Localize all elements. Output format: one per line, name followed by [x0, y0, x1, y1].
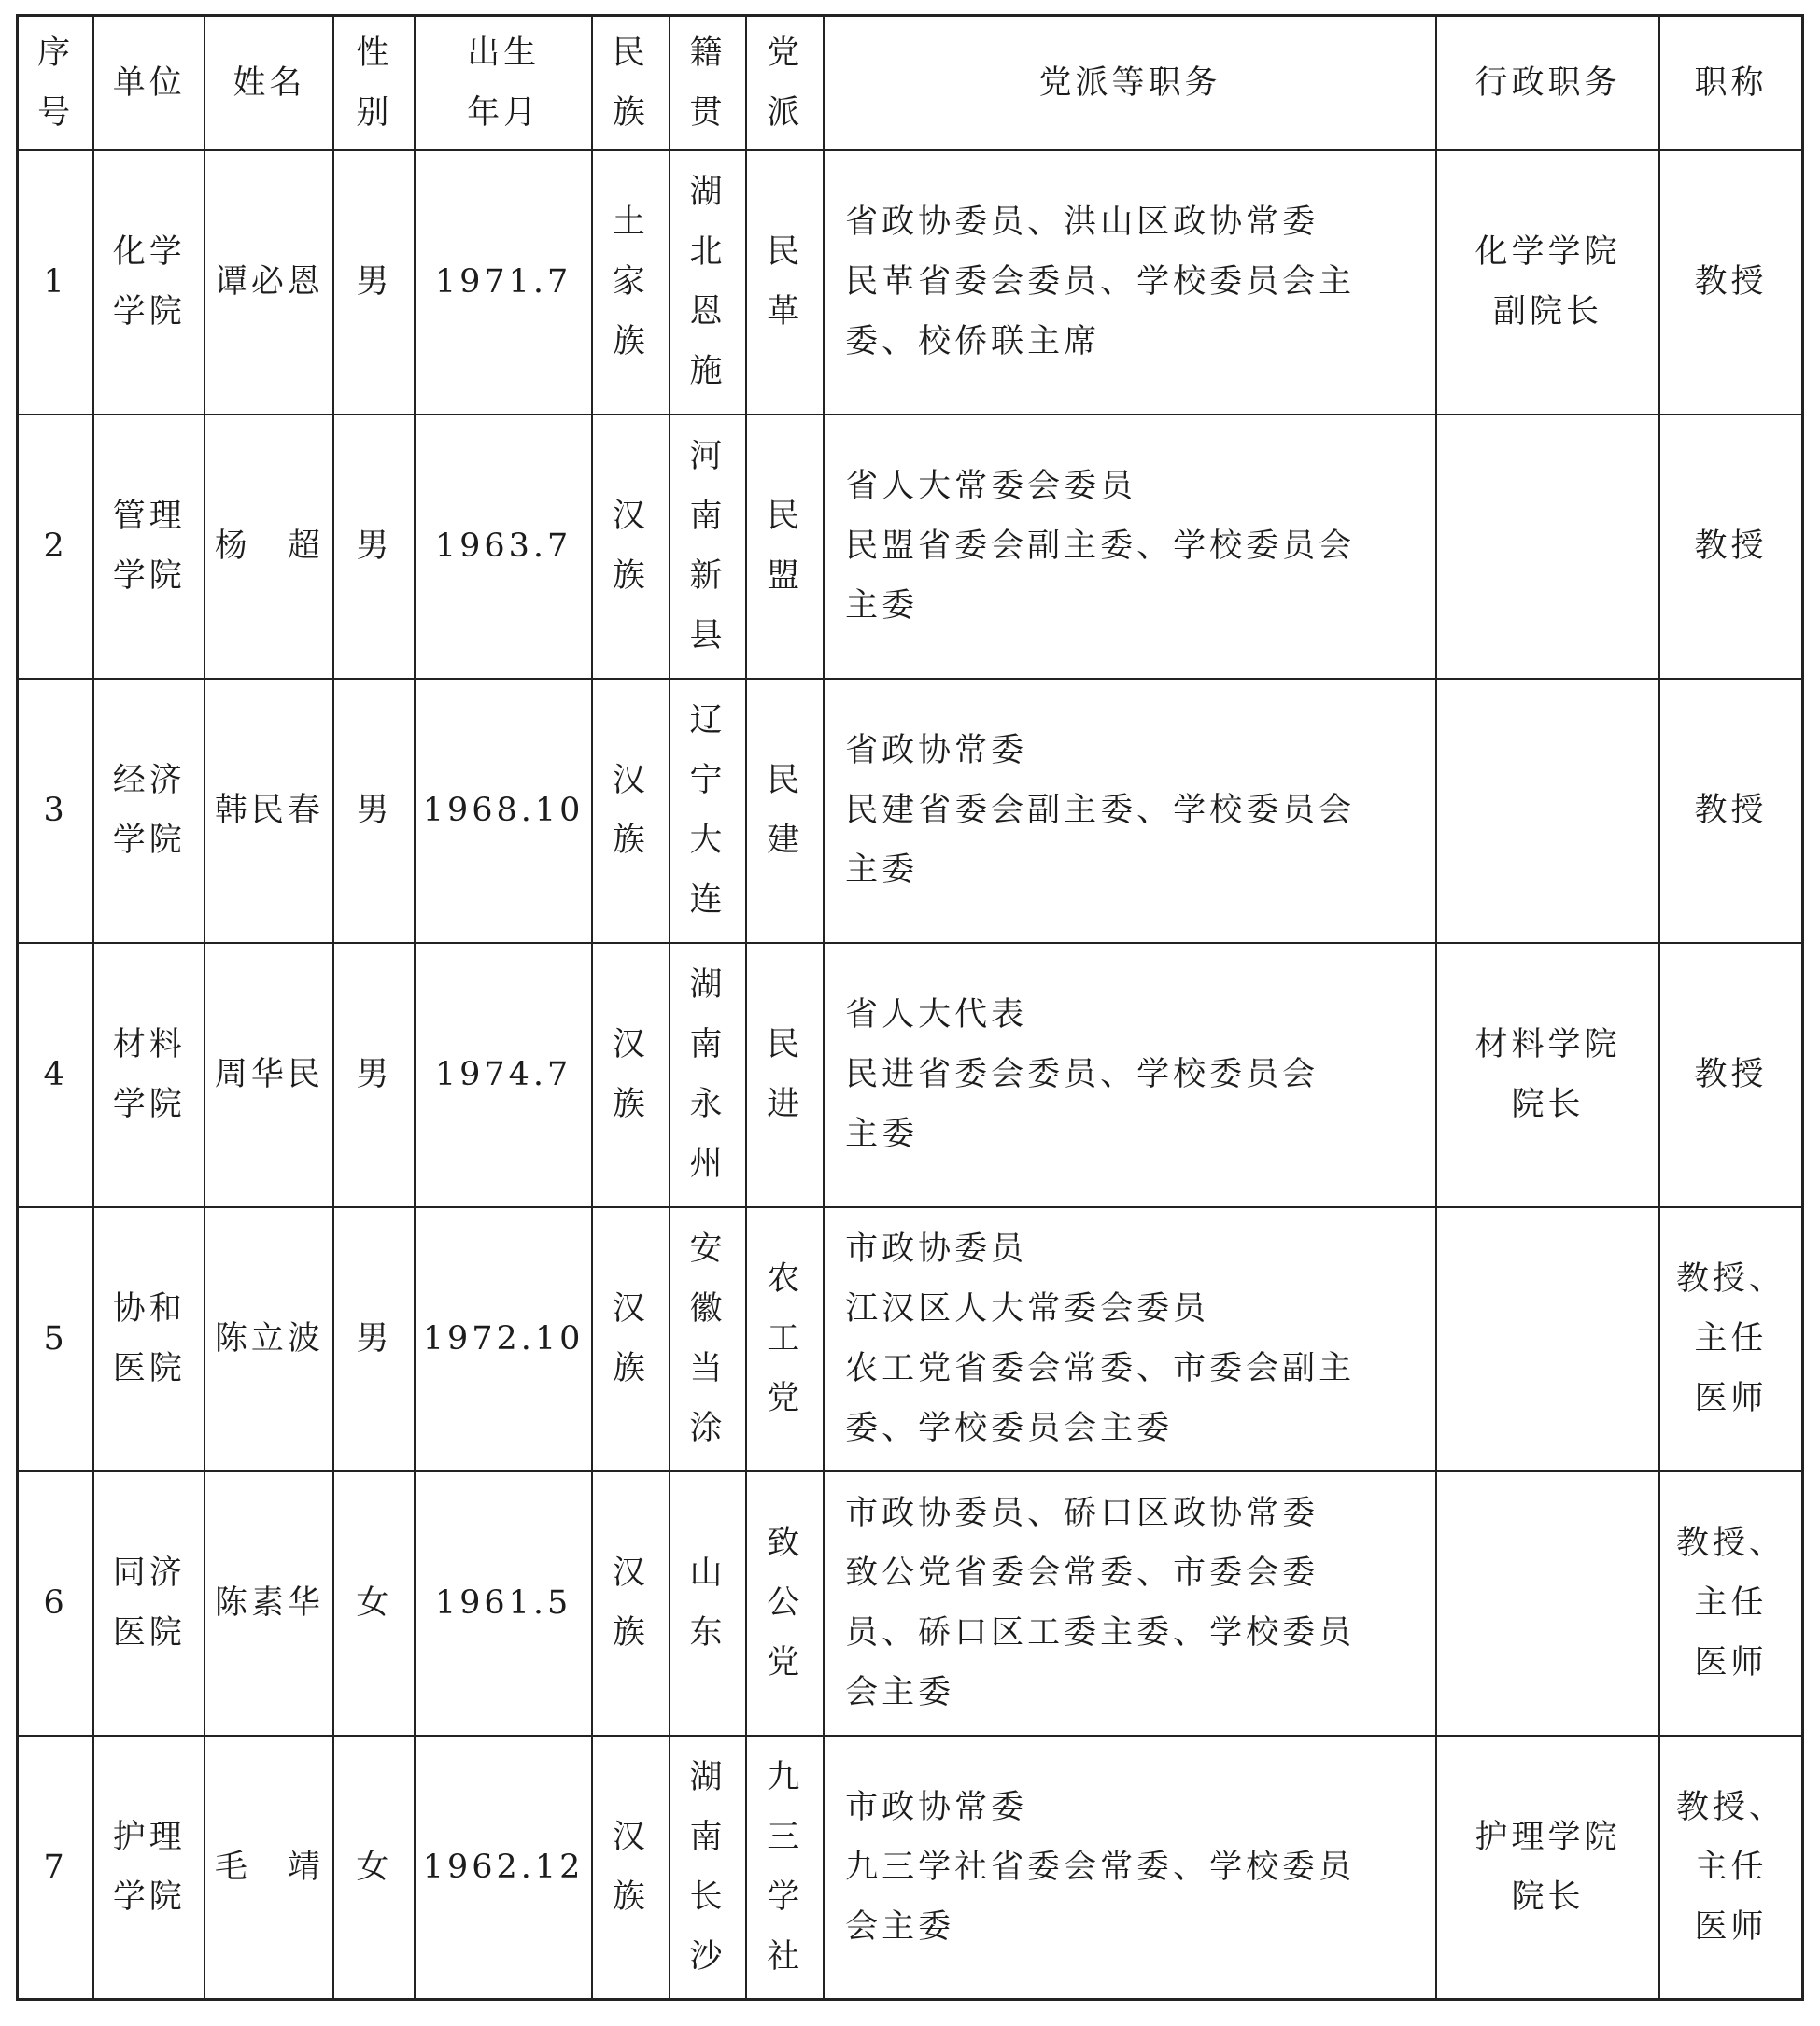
cell-line: 员、硚口区工委主委、学校委员 — [845, 1614, 1356, 1652]
cell-line: 护理 — [112, 1818, 186, 1856]
cell-ethnicity — [592, 415, 670, 679]
cell-origin — [670, 943, 747, 1207]
cell-line: 主委 — [845, 587, 919, 625]
cell-line: 市政协委员、硚口区政协常委 — [845, 1495, 1319, 1532]
cell-party-positions — [824, 1736, 1436, 2000]
cell-title — [1659, 943, 1802, 1207]
cell-index: 7 — [18, 1736, 94, 2000]
cell-line: 宁 — [689, 762, 727, 799]
cell-index: 4 — [18, 943, 94, 1207]
table-row — [18, 1736, 1803, 2000]
header-title: 职称 — [1659, 16, 1802, 150]
cell-line: 化学 — [112, 233, 186, 271]
cell-line: 大 — [689, 822, 727, 859]
cell-line: 医师 — [1694, 1907, 1768, 1946]
cell-admin-position — [1436, 679, 1659, 943]
cell-line: 学院 — [112, 293, 186, 331]
cell-admin-position — [1436, 1471, 1659, 1736]
cell-line: 协和 — [112, 1290, 186, 1328]
header-party-positions: 党派等职务 — [824, 16, 1436, 150]
header-gender: 性 别 — [333, 16, 415, 150]
cell-line: 主任 — [1694, 1584, 1768, 1622]
cell-line: 主任 — [1694, 1848, 1768, 1886]
header-origin: 籍 贯 — [670, 16, 747, 150]
header-row — [18, 16, 1803, 150]
cell-line: 委、校侨联主席 — [845, 323, 1101, 360]
cell-line: 会主委 — [845, 1674, 955, 1711]
cell-name: 杨 超 — [205, 415, 333, 679]
cell-admin-position — [1436, 415, 1659, 679]
cell-line: 市政协常委 — [845, 1788, 1028, 1826]
cell-line: 农工党省委会常委、市委会副主 — [845, 1350, 1356, 1387]
cell-line: 学院 — [112, 1086, 186, 1123]
cell-line: 湖 — [689, 966, 727, 1004]
cell-origin — [670, 150, 747, 415]
cell-title — [1659, 1471, 1802, 1736]
cell-line: 民 — [767, 233, 804, 271]
cell-line: 主委 — [845, 851, 919, 889]
cell-line: 民 — [767, 498, 804, 535]
cell-title — [1659, 415, 1802, 679]
cell-birth: 1974.7 — [415, 943, 592, 1207]
cell-ethnicity — [592, 1736, 670, 2000]
cell-line: 院长 — [1511, 1878, 1585, 1916]
cell-line: 医院 — [112, 1614, 186, 1652]
cell-line: 省政协委员、洪山区政协常委 — [845, 204, 1319, 241]
cell-line: 长 — [689, 1878, 727, 1916]
cell-line: 省政协常委 — [845, 732, 1028, 769]
cell-birth: 1972.10 — [415, 1207, 592, 1471]
cell-title — [1659, 150, 1802, 415]
cell-party-positions — [824, 415, 1436, 679]
cell-line: 州 — [689, 1146, 727, 1183]
cell-ethnicity — [592, 150, 670, 415]
cell-line: 农 — [767, 1260, 804, 1298]
cell-birth: 1962.12 — [415, 1736, 592, 2000]
cell-line: 党 — [767, 1644, 804, 1681]
cell-line: 副院长 — [1493, 293, 1603, 331]
cell-line: 材料学院 — [1474, 1026, 1621, 1063]
cell-party-positions — [824, 943, 1436, 1207]
table-row — [18, 415, 1803, 679]
cell-line: 革 — [767, 293, 804, 331]
cell-line: 北 — [689, 233, 727, 271]
cell-line: 学 — [767, 1878, 804, 1916]
cell-line: 材料 — [112, 1026, 186, 1063]
cell-index: 2 — [18, 415, 94, 679]
cell-line: 教授、 — [1676, 1788, 1786, 1826]
cell-line: 涂 — [689, 1410, 727, 1447]
cell-line: 教授 — [1694, 263, 1768, 301]
header-name: 姓名 — [205, 16, 333, 150]
cell-line: 化学学院 — [1474, 233, 1621, 271]
cell-admin-position — [1436, 943, 1659, 1207]
cell-unit — [93, 679, 205, 943]
cell-line: 连 — [689, 881, 727, 919]
cell-line: 家 — [612, 263, 649, 301]
cell-line: 市政协委员 — [845, 1231, 1028, 1268]
cell-line: 汉 — [612, 1026, 649, 1063]
cell-line: 教授 — [1694, 528, 1768, 565]
cell-line: 省人大常委会委员 — [845, 468, 1137, 505]
cell-line: 南 — [689, 498, 727, 535]
cell-origin — [670, 415, 747, 679]
cell-gender: 女 — [333, 1736, 415, 2000]
table-row — [18, 1471, 1803, 1736]
cell-line: 民盟省委会副主委、学校委员会 — [845, 528, 1356, 565]
cell-index: 6 — [18, 1471, 94, 1736]
cell-index: 5 — [18, 1207, 94, 1471]
cell-line: 院长 — [1511, 1086, 1585, 1123]
cell-line: 族 — [612, 1878, 649, 1916]
cell-party — [746, 415, 824, 679]
cell-line: 族 — [612, 557, 649, 595]
cell-gender: 男 — [333, 943, 415, 1207]
cell-party — [746, 1471, 824, 1736]
cell-line: 民革省委会委员、学校委员会主 — [845, 263, 1356, 301]
table-row — [18, 150, 1803, 415]
cell-unit — [93, 943, 205, 1207]
cell-line: 教授 — [1694, 1056, 1768, 1093]
table-row — [18, 943, 1803, 1207]
cell-line: 教授、 — [1676, 1260, 1786, 1298]
cell-line: 徽 — [689, 1290, 727, 1328]
cell-line: 学院 — [112, 557, 186, 595]
cell-origin — [670, 679, 747, 943]
cell-name: 周华民 — [205, 943, 333, 1207]
cell-name: 谭必恩 — [205, 150, 333, 415]
cell-line: 河 — [689, 438, 727, 475]
cell-birth: 1963.7 — [415, 415, 592, 679]
cell-origin — [670, 1207, 747, 1471]
cell-line: 盟 — [767, 557, 804, 595]
cell-party-positions — [824, 1471, 1436, 1736]
cell-line: 土 — [612, 204, 649, 241]
cell-line: 当 — [689, 1350, 727, 1387]
header-admin-position: 行政职务 — [1436, 16, 1659, 150]
cell-line: 辽 — [689, 702, 727, 739]
table-row — [18, 679, 1803, 943]
cell-line: 南 — [689, 1026, 727, 1063]
cell-line: 东 — [689, 1614, 727, 1652]
cell-ethnicity — [592, 1471, 670, 1736]
cell-line: 医院 — [112, 1350, 186, 1387]
cell-line: 民 — [767, 1026, 804, 1063]
cell-admin-position — [1436, 1736, 1659, 2000]
cell-line: 建 — [767, 822, 804, 859]
cell-title — [1659, 679, 1802, 943]
cell-party — [746, 1736, 824, 2000]
cell-line: 汉 — [612, 498, 649, 535]
cell-party — [746, 943, 824, 1207]
cell-unit — [93, 150, 205, 415]
cell-line: 会主委 — [845, 1907, 955, 1946]
cell-line: 管理 — [112, 498, 186, 535]
table-body — [18, 150, 1803, 2000]
cell-line: 施 — [689, 353, 727, 390]
cell-line: 经济 — [112, 762, 186, 799]
cell-line: 汉 — [612, 1818, 649, 1856]
cell-line: 民建省委会副主委、学校委员会 — [845, 792, 1356, 829]
cell-line: 学院 — [112, 822, 186, 859]
cell-name: 陈素华 — [205, 1471, 333, 1736]
cell-line: 主任 — [1694, 1320, 1768, 1358]
cell-line: 致公党省委会常委、市委会委 — [845, 1555, 1319, 1592]
cell-line: 党 — [767, 1380, 804, 1417]
cell-birth: 1971.7 — [415, 150, 592, 415]
cell-line: 教授、 — [1676, 1525, 1786, 1562]
cell-line: 民进省委会委员、学校委员会 — [845, 1056, 1319, 1093]
cell-line: 九 — [767, 1758, 804, 1796]
cell-gender: 男 — [333, 415, 415, 679]
cell-line: 县 — [689, 617, 727, 654]
cell-line: 汉 — [612, 1290, 649, 1328]
cell-unit — [93, 1471, 205, 1736]
cell-line: 族 — [612, 822, 649, 859]
cell-line: 湖 — [689, 174, 727, 211]
cell-line: 委、学校委员会主委 — [845, 1410, 1174, 1447]
cell-index: 3 — [18, 679, 94, 943]
cell-name: 毛 靖 — [205, 1736, 333, 2000]
cell-gender: 女 — [333, 1471, 415, 1736]
cell-line: 江汉区人大常委会委员 — [845, 1290, 1210, 1328]
cell-party-positions — [824, 150, 1436, 415]
cell-line: 族 — [612, 323, 649, 360]
cell-line: 公 — [767, 1584, 804, 1622]
cell-line: 永 — [689, 1086, 727, 1123]
header-unit: 单位 — [93, 16, 205, 150]
cell-title — [1659, 1207, 1802, 1471]
cell-line: 社 — [767, 1937, 804, 1976]
cell-line: 湖 — [689, 1758, 727, 1796]
cell-ethnicity — [592, 943, 670, 1207]
members-table — [16, 14, 1804, 2001]
cell-line: 山 — [689, 1555, 727, 1592]
cell-line: 工 — [767, 1320, 804, 1358]
cell-line: 汉 — [612, 1555, 649, 1592]
header-party: 党 派 — [746, 16, 824, 150]
cell-line: 主委 — [845, 1116, 919, 1153]
cell-birth: 1961.5 — [415, 1471, 592, 1736]
cell-line: 沙 — [689, 1937, 727, 1976]
cell-gender: 男 — [333, 1207, 415, 1471]
cell-line: 三 — [767, 1818, 804, 1856]
cell-line: 民 — [767, 762, 804, 799]
cell-line: 族 — [612, 1350, 649, 1387]
cell-unit — [93, 1736, 205, 2000]
table-row — [18, 1207, 1803, 1471]
cell-line: 教授 — [1694, 792, 1768, 829]
cell-line: 新 — [689, 557, 727, 595]
cell-gender: 男 — [333, 679, 415, 943]
cell-party — [746, 679, 824, 943]
cell-birth: 1968.10 — [415, 679, 592, 943]
cell-party — [746, 150, 824, 415]
cell-unit — [93, 415, 205, 679]
cell-index: 1 — [18, 150, 94, 415]
cell-line: 族 — [612, 1614, 649, 1652]
cell-party-positions — [824, 1207, 1436, 1471]
cell-name: 陈立波 — [205, 1207, 333, 1471]
cell-line: 致 — [767, 1525, 804, 1562]
cell-admin-position — [1436, 150, 1659, 415]
cell-line: 进 — [767, 1086, 804, 1123]
cell-origin — [670, 1736, 747, 2000]
cell-party — [746, 1207, 824, 1471]
header-birth: 出生 年月 — [415, 16, 592, 150]
cell-line: 汉 — [612, 762, 649, 799]
cell-line: 恩 — [689, 293, 727, 331]
cell-line: 护理学院 — [1474, 1818, 1621, 1856]
cell-line: 医师 — [1694, 1380, 1768, 1417]
cell-unit — [93, 1207, 205, 1471]
header-index: 序 号 — [18, 16, 94, 150]
cell-name: 韩民春 — [205, 679, 333, 943]
cell-admin-position — [1436, 1207, 1659, 1471]
cell-ethnicity — [592, 679, 670, 943]
cell-line: 族 — [612, 1086, 649, 1123]
cell-gender: 男 — [333, 150, 415, 415]
cell-party-positions — [824, 679, 1436, 943]
cell-line: 同济 — [112, 1555, 186, 1592]
cell-ethnicity — [592, 1207, 670, 1471]
cell-line: 安 — [689, 1231, 727, 1268]
cell-line: 南 — [689, 1818, 727, 1856]
cell-line: 医师 — [1694, 1644, 1768, 1681]
cell-title — [1659, 1736, 1802, 2000]
cell-origin — [670, 1471, 747, 1736]
cell-line: 九三学社省委会常委、学校委员 — [845, 1848, 1356, 1886]
cell-line: 学院 — [112, 1878, 186, 1916]
header-ethnicity: 民 族 — [592, 16, 670, 150]
cell-line: 省人大代表 — [845, 996, 1028, 1034]
